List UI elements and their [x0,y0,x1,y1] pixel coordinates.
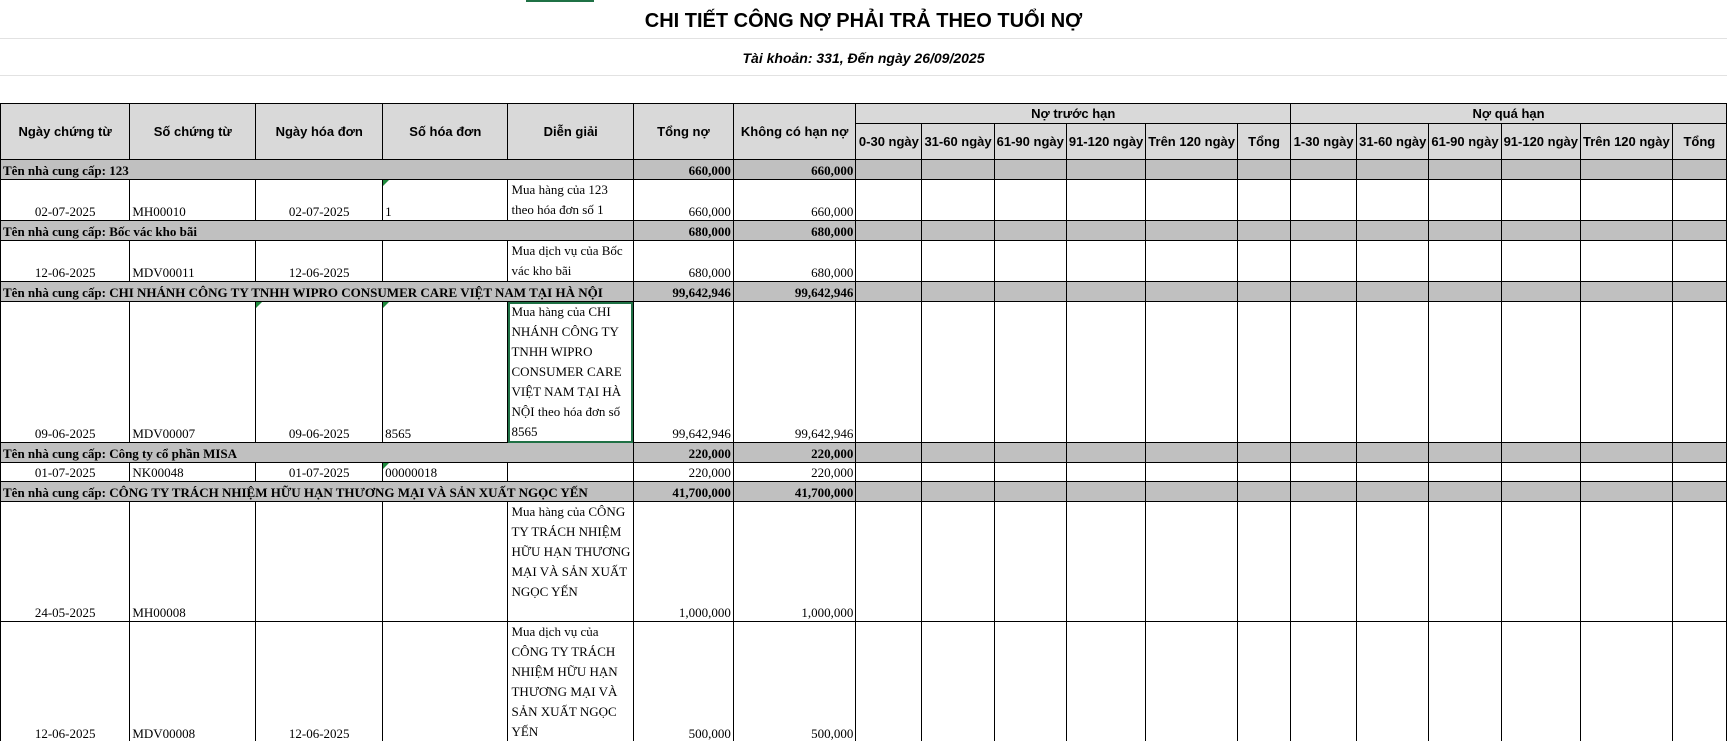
empty-cell[interactable] [994,622,1066,741]
empty-cell[interactable] [1429,160,1501,180]
empty-cell[interactable] [1429,221,1501,241]
supplier-khong-han-cell[interactable]: 99,642,946 [733,282,855,302]
empty-cell[interactable] [1581,180,1673,221]
empty-cell[interactable] [1581,502,1673,622]
so-chung-tu-cell[interactable]: MDV00008 [130,622,256,741]
tong-no-cell[interactable]: 1,000,000 [633,502,733,622]
supplier-name-cell[interactable]: Tên nhà cung cấp: CÔNG TY TRÁCH NHIỆM HỮU HẠN THƯƠNG MẠI VÀ SẢN XUẤT NGỌC YẾN [1,482,634,502]
empty-cell[interactable] [1672,443,1726,463]
empty-cell[interactable] [1501,221,1580,241]
supplier-tong-no-cell[interactable]: 220,000 [633,443,733,463]
supplier-tong-no-cell[interactable]: 41,700,000 [633,482,733,502]
col-header-no-truoc-han[interactable]: Nợ trước hạn [856,104,1291,124]
tong-no-cell[interactable]: 660,000 [633,180,733,221]
col-header-khong-co-han-no[interactable]: Không có hạn nợ [733,104,855,160]
empty-cell[interactable] [1238,282,1291,302]
empty-cell[interactable] [922,241,994,282]
so-chung-tu-cell[interactable]: MH00010 [130,180,256,221]
empty-cell[interactable] [1429,463,1501,482]
tong-no-cell[interactable]: 99,642,946 [633,302,733,443]
empty-cell[interactable] [1672,180,1726,221]
empty-cell[interactable] [856,622,922,741]
so-chung-tu-cell[interactable]: MDV00007 [130,302,256,443]
empty-cell[interactable] [1238,622,1291,741]
detail-row [1,302,1727,443]
empty-cell[interactable] [1291,622,1357,741]
ngay-hoa-don-cell[interactable]: 01-07-2025 [256,463,383,482]
empty-cell[interactable] [1581,282,1673,302]
ngay-chung-tu-cell[interactable]: 02-07-2025 [1,180,130,221]
empty-cell[interactable] [1357,282,1429,302]
report-title[interactable]: CHI TIẾT CÔNG NỢ PHẢI TRẢ THEO TUỔI NỢ [644,10,1083,32]
empty-cell[interactable] [856,482,922,502]
empty-cell[interactable] [994,241,1066,282]
empty-cell[interactable] [1291,502,1357,622]
empty-cell[interactable] [922,282,994,302]
empty-cell[interactable] [994,502,1066,622]
empty-cell[interactable] [1291,241,1357,282]
empty-cell[interactable] [994,443,1066,463]
so-hoa-don-cell[interactable]: 8565 [383,302,508,443]
empty-cell[interactable] [922,482,994,502]
gridline [0,75,1727,76]
empty-cell[interactable] [1066,221,1145,241]
empty-cell[interactable] [1291,482,1357,502]
empty-cell[interactable] [1066,241,1145,282]
supplier-row [1,282,1727,302]
supplier-tong-no-cell[interactable]: 660,000 [633,160,733,180]
detail-row [1,180,1727,221]
supplier-name-cell[interactable]: Tên nhà cung cấp: Công ty cổ phần MISA [1,443,634,463]
empty-cell[interactable] [1357,180,1429,221]
dien-giai-cell[interactable]: Mua hàng của CÔNG TY TRÁCH NHIỆM HỮU HẠN THƯƠNG MẠI VÀ SẢN XUẤT NGỌC YẾN [508,502,633,622]
empty-cell[interactable] [1429,302,1501,443]
supplier-row [1,482,1727,502]
empty-cell[interactable] [1238,502,1291,622]
so-hoa-don-cell[interactable]: 1 [383,180,508,221]
empty-cell[interactable] [922,463,994,482]
empty-cell[interactable] [1357,463,1429,482]
so-hoa-don-cell[interactable] [383,502,508,622]
empty-cell[interactable] [1238,180,1291,221]
empty-cell[interactable] [1146,180,1238,221]
so-hoa-don-cell[interactable]: 00000018 [383,463,508,482]
empty-cell[interactable] [1429,443,1501,463]
khong-han-cell[interactable]: 220,000 [733,463,855,482]
empty-cell[interactable] [1291,180,1357,221]
khong-han-cell[interactable]: 1,000,000 [733,502,855,622]
empty-cell[interactable] [1501,502,1580,622]
empty-cell[interactable] [1357,221,1429,241]
empty-cell[interactable] [856,221,922,241]
bucket-header[interactable]: Trên 120 ngày [1581,124,1673,160]
detail-row [1,622,1727,741]
col-header-tong-no[interactable]: Tổng nợ [633,104,733,160]
empty-cell[interactable] [1066,282,1145,302]
empty-cell[interactable] [1066,180,1145,221]
empty-cell[interactable] [856,282,922,302]
empty-cell[interactable] [994,282,1066,302]
empty-cell[interactable] [1238,302,1291,443]
dien-giai-cell[interactable]: Mua dịch vụ của CÔNG TY TRÁCH NHIỆM HỮU HẠN THƯƠNG MẠI VÀ SẢN XUẤT NGỌC YẾN [508,622,633,741]
empty-cell[interactable] [1501,180,1580,221]
supplier-name-cell[interactable]: Tên nhà cung cấp: 123 [1,160,634,180]
empty-cell[interactable] [1581,160,1673,180]
supplier-row [1,160,1727,180]
empty-cell[interactable] [1146,302,1238,443]
bucket-header[interactable]: 1-30 ngày [1291,124,1357,160]
empty-cell[interactable] [1672,282,1726,302]
empty-cell[interactable] [856,502,922,622]
bucket-header[interactable]: Trên 120 ngày [1146,124,1238,160]
dien-giai-cell[interactable]: Mua hàng của 123 theo hóa đơn số 1 [508,180,633,221]
ngay-hoa-don-cell[interactable] [256,502,383,622]
empty-cell[interactable] [1238,221,1291,241]
dien-giai-cell-selected[interactable]: Mua hàng của CHI NHÁNH CÔNG TY TNHH WIPRO CONSUMER CARE VIỆT NAM TẠI HÀ NỘI theo hóa đơn số 8565 [508,302,633,443]
empty-cell[interactable] [1581,463,1673,482]
empty-cell[interactable] [1357,502,1429,622]
empty-cell[interactable] [1501,622,1580,741]
empty-cell[interactable] [1429,180,1501,221]
so-chung-tu-cell[interactable]: MDV00011 [130,241,256,282]
so-hoa-don-cell[interactable] [383,622,508,741]
empty-cell[interactable] [1357,302,1429,443]
bucket-header[interactable]: Tổng [1238,124,1291,160]
empty-cell[interactable] [1501,302,1580,443]
empty-cell[interactable] [1581,241,1673,282]
empty-cell[interactable] [922,160,994,180]
empty-cell[interactable] [1581,482,1673,502]
empty-cell[interactable] [1581,221,1673,241]
ngay-hoa-don-cell[interactable]: 09-06-2025 [256,302,383,443]
ngay-hoa-don-cell[interactable]: 12-06-2025 [256,622,383,741]
bucket-header[interactable]: 91-120 ngày [1501,124,1580,160]
empty-cell[interactable] [922,180,994,221]
empty-cell[interactable] [1501,443,1580,463]
col-header-so-chung-tu[interactable]: Số chứng từ [130,104,256,160]
col-header-so-hoa-don[interactable]: Số hóa đơn [383,104,508,160]
empty-cell[interactable] [1672,221,1726,241]
aging-table [0,103,1727,741]
empty-cell[interactable] [1066,443,1145,463]
bucket-header[interactable]: 31-60 ngày [1357,124,1429,160]
bucket-header[interactable]: 91-120 ngày [1066,124,1145,160]
empty-cell[interactable] [1429,622,1501,741]
empty-cell[interactable] [1291,282,1357,302]
empty-cell[interactable] [1672,622,1726,741]
empty-cell[interactable] [1581,443,1673,463]
report-subtitle[interactable]: Tài khoản: 331, Đến ngày 26/09/2025 [742,50,985,66]
empty-cell[interactable] [1146,463,1238,482]
supplier-row [1,443,1727,463]
empty-cell[interactable] [994,221,1066,241]
ngay-chung-tu-cell[interactable]: 24-05-2025 [1,502,130,622]
so-chung-tu-cell[interactable]: MH00008 [130,502,256,622]
empty-cell[interactable] [1357,160,1429,180]
ngay-chung-tu-cell[interactable]: 12-06-2025 [1,622,130,741]
supplier-khong-han-cell[interactable]: 660,000 [733,160,855,180]
empty-cell[interactable] [856,302,922,443]
empty-cell[interactable] [1238,241,1291,282]
empty-cell[interactable] [1066,302,1145,443]
ngay-hoa-don-cell[interactable]: 12-06-2025 [256,241,383,282]
empty-cell[interactable] [1291,221,1357,241]
ngay-chung-tu-cell[interactable]: 12-06-2025 [1,241,130,282]
empty-cell[interactable] [1291,302,1357,443]
empty-cell[interactable] [1501,482,1580,502]
empty-cell[interactable] [1357,241,1429,282]
supplier-row [1,221,1727,241]
supplier-khong-han-cell[interactable]: 680,000 [733,221,855,241]
supplier-name-cell[interactable]: Tên nhà cung cấp: Bốc vác kho bãi [1,221,634,241]
empty-cell[interactable] [1501,241,1580,282]
empty-cell[interactable] [1672,302,1726,443]
supplier-khong-han-cell[interactable]: 41,700,000 [733,482,855,502]
empty-cell[interactable] [856,463,922,482]
empty-cell[interactable] [994,302,1066,443]
khong-han-cell[interactable]: 99,642,946 [733,302,855,443]
col-header-ngay-hoa-don[interactable]: Ngày hóa đơn [256,104,383,160]
ngay-hoa-don-cell[interactable]: 02-07-2025 [256,180,383,221]
empty-cell[interactable] [1146,241,1238,282]
empty-cell[interactable] [1429,282,1501,302]
bucket-header[interactable]: 61-90 ngày [1429,124,1501,160]
empty-cell[interactable] [1238,463,1291,482]
empty-cell[interactable] [1672,463,1726,482]
detail-row [1,463,1727,482]
tong-no-cell[interactable]: 680,000 [633,241,733,282]
empty-cell[interactable] [994,180,1066,221]
empty-cell[interactable] [856,160,922,180]
empty-cell[interactable] [922,443,994,463]
empty-cell[interactable] [1429,241,1501,282]
empty-cell[interactable] [922,502,994,622]
supplier-name-cell[interactable]: Tên nhà cung cấp: CHI NHÁNH CÔNG TY TNHH WIPRO CONSUMER CARE VIỆT NAM TẠI HÀ NỘI [1,282,634,302]
empty-cell[interactable] [1291,463,1357,482]
so-chung-tu-cell[interactable]: NK00048 [130,463,256,482]
empty-cell[interactable] [1146,221,1238,241]
empty-cell[interactable] [1357,622,1429,741]
empty-cell[interactable] [1146,282,1238,302]
empty-cell[interactable] [994,482,1066,502]
empty-cell[interactable] [1146,482,1238,502]
empty-cell[interactable] [1291,160,1357,180]
supplier-tong-no-cell[interactable]: 99,642,946 [633,282,733,302]
dien-giai-cell[interactable]: Mua dịch vụ của Bốc vác kho bãi [508,241,633,282]
detail-row [1,241,1727,282]
empty-cell[interactable] [1429,502,1501,622]
khong-han-cell[interactable]: 660,000 [733,180,855,221]
empty-cell[interactable] [1146,502,1238,622]
empty-cell[interactable] [1581,302,1673,443]
ngay-chung-tu-cell[interactable]: 09-06-2025 [1,302,130,443]
empty-cell[interactable] [922,221,994,241]
empty-cell[interactable] [856,180,922,221]
tong-no-cell[interactable]: 220,000 [633,463,733,482]
empty-cell[interactable] [1238,482,1291,502]
empty-cell[interactable] [856,443,922,463]
empty-cell[interactable] [1066,160,1145,180]
empty-cell[interactable] [994,160,1066,180]
detail-row [1,502,1727,622]
col-header-dien-giai[interactable]: Diễn giải [508,104,633,160]
empty-cell[interactable] [1357,482,1429,502]
empty-cell[interactable] [1066,622,1145,741]
khong-han-cell[interactable]: 680,000 [733,241,855,282]
empty-cell[interactable] [1146,443,1238,463]
empty-cell[interactable] [1066,482,1145,502]
empty-cell[interactable] [1291,443,1357,463]
tong-no-cell[interactable]: 500,000 [633,622,733,741]
col-header-no-qua-han[interactable]: Nợ quá hạn [1291,104,1727,124]
dien-giai-cell[interactable] [508,463,633,482]
empty-cell[interactable] [1146,622,1238,741]
empty-cell[interactable] [1672,482,1726,502]
empty-cell[interactable] [1238,160,1291,180]
empty-cell[interactable] [1672,241,1726,282]
empty-cell[interactable] [1581,622,1673,741]
empty-cell[interactable] [1501,463,1580,482]
so-hoa-don-cell[interactable] [383,241,508,282]
empty-cell[interactable] [1672,160,1726,180]
empty-cell[interactable] [1429,482,1501,502]
supplier-khong-han-cell[interactable]: 220,000 [733,443,855,463]
col-header-ngay-chung-tu[interactable]: Ngày chứng từ [1,104,130,160]
empty-cell[interactable] [1146,160,1238,180]
bucket-header[interactable]: 31-60 ngày [922,124,994,160]
empty-cell[interactable] [1238,443,1291,463]
empty-cell[interactable] [1357,443,1429,463]
empty-cell[interactable] [922,302,994,443]
empty-cell[interactable] [1066,463,1145,482]
bucket-header[interactable]: Tổng [1672,124,1726,160]
empty-cell[interactable] [1672,502,1726,622]
empty-cell[interactable] [1501,160,1580,180]
khong-han-cell[interactable]: 500,000 [733,622,855,741]
empty-cell[interactable] [922,622,994,741]
empty-cell[interactable] [856,241,922,282]
ngay-chung-tu-cell[interactable]: 01-07-2025 [1,463,130,482]
bucket-header[interactable]: 0-30 ngày [856,124,922,160]
empty-cell[interactable] [994,463,1066,482]
supplier-tong-no-cell[interactable]: 680,000 [633,221,733,241]
empty-cell[interactable] [1066,502,1145,622]
bucket-header[interactable]: 61-90 ngày [994,124,1066,160]
empty-cell[interactable] [1501,282,1580,302]
